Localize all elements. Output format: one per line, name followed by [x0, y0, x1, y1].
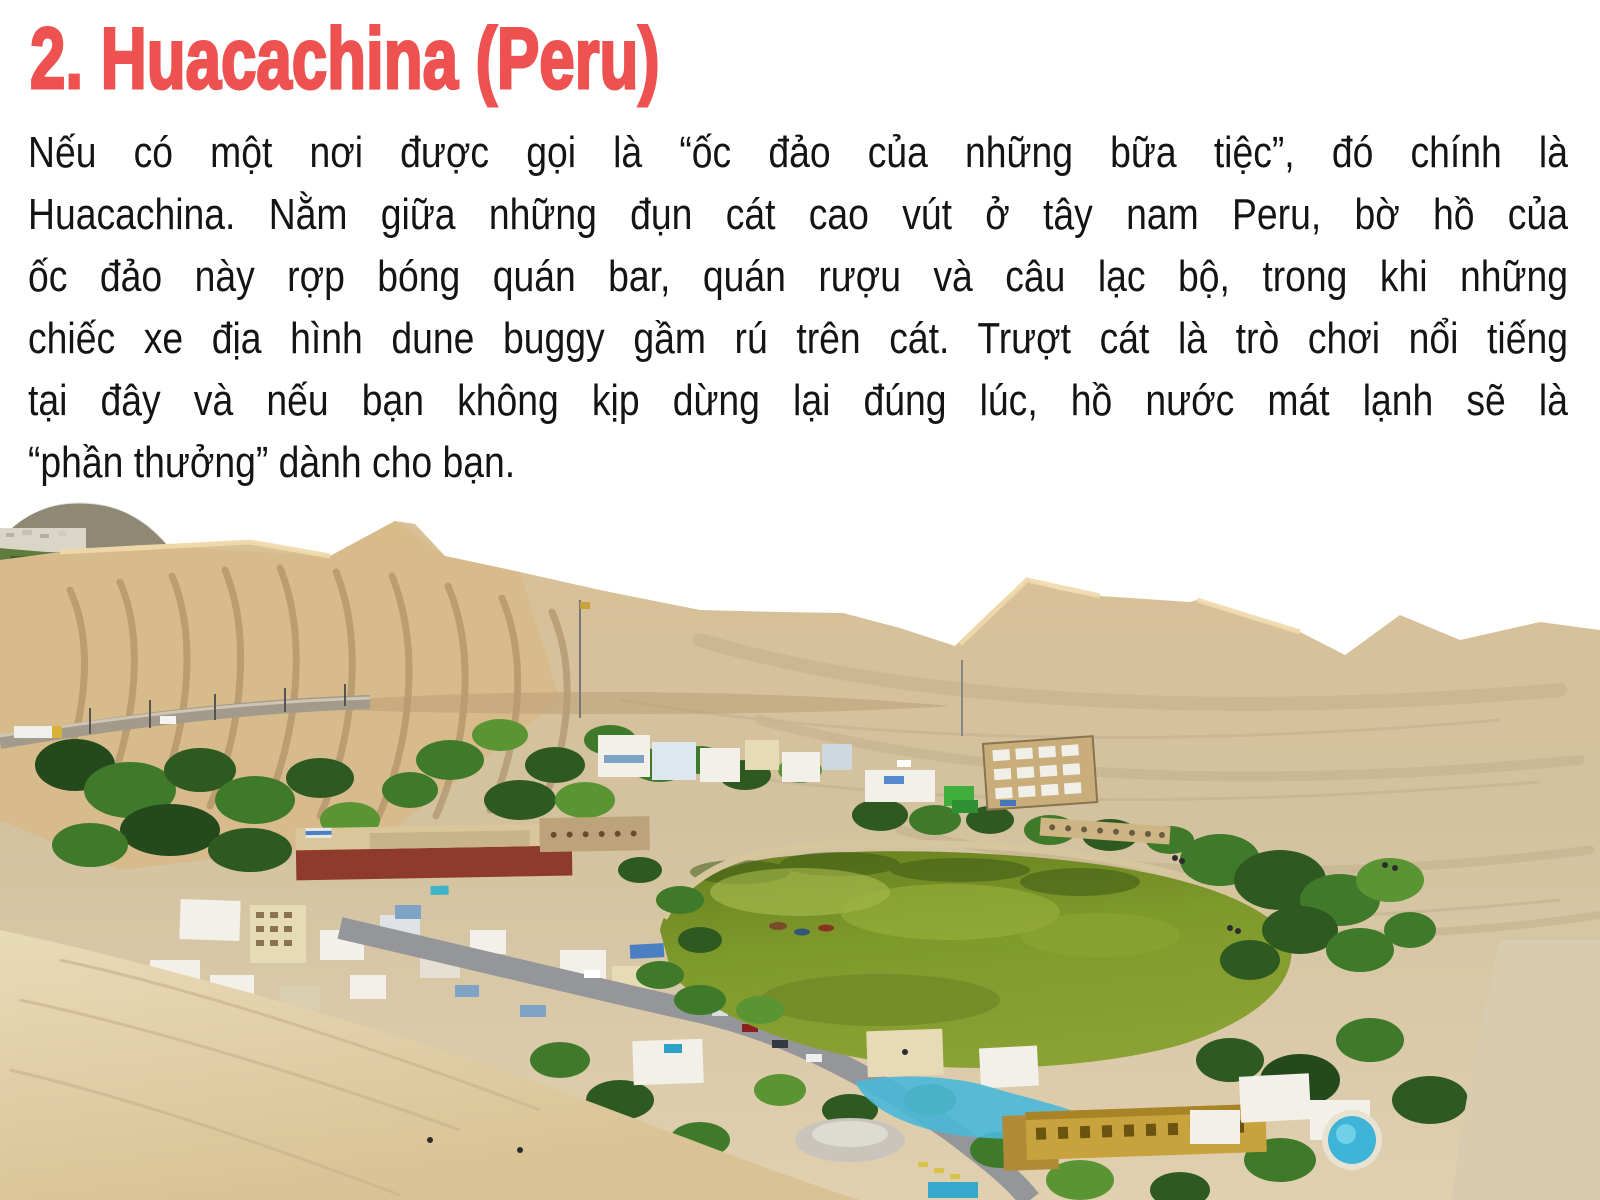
section-heading: 2. Huacachina (Peru): [30, 11, 660, 107]
tall-building: [250, 905, 306, 963]
paragraph-line: ốc đảo này rợp bóng quán bar, quán rượu và câu lạc bộ, trong khi những: [28, 252, 1568, 301]
paragraph-line: “phần thưởng” dành cho bạn.: [28, 438, 516, 487]
cabin-compound: [983, 736, 1097, 810]
section-paragraph: [28, 122, 1568, 494]
huacachina-aerial-photo: [0, 494, 1600, 1200]
paragraph-line: chiếc xe địa hình dune buggy gầm rú trên cát. Trượt cát là trò chơi nổi tiếng: [28, 314, 1568, 363]
round-pool: [1322, 1110, 1382, 1170]
oasis-aerial-photo-illustration: [0, 494, 1600, 1200]
article: [0, 0, 1600, 487]
paragraph-line: Nếu có một nơi được gọi là “ốc đảo của những bữa tiệc”, đó chính là: [28, 128, 1568, 177]
car: [160, 716, 176, 724]
truck: [14, 726, 62, 738]
paragraph-line: tại đây và nếu bạn không kịp dừng lại đúng lúc, hồ nước mát lạnh sẽ là: [28, 376, 1568, 425]
paragraph-line: Huacachina. Nằm giữa những đụn cát cao vút ở tây nam Peru, bờ hồ của: [28, 190, 1568, 239]
